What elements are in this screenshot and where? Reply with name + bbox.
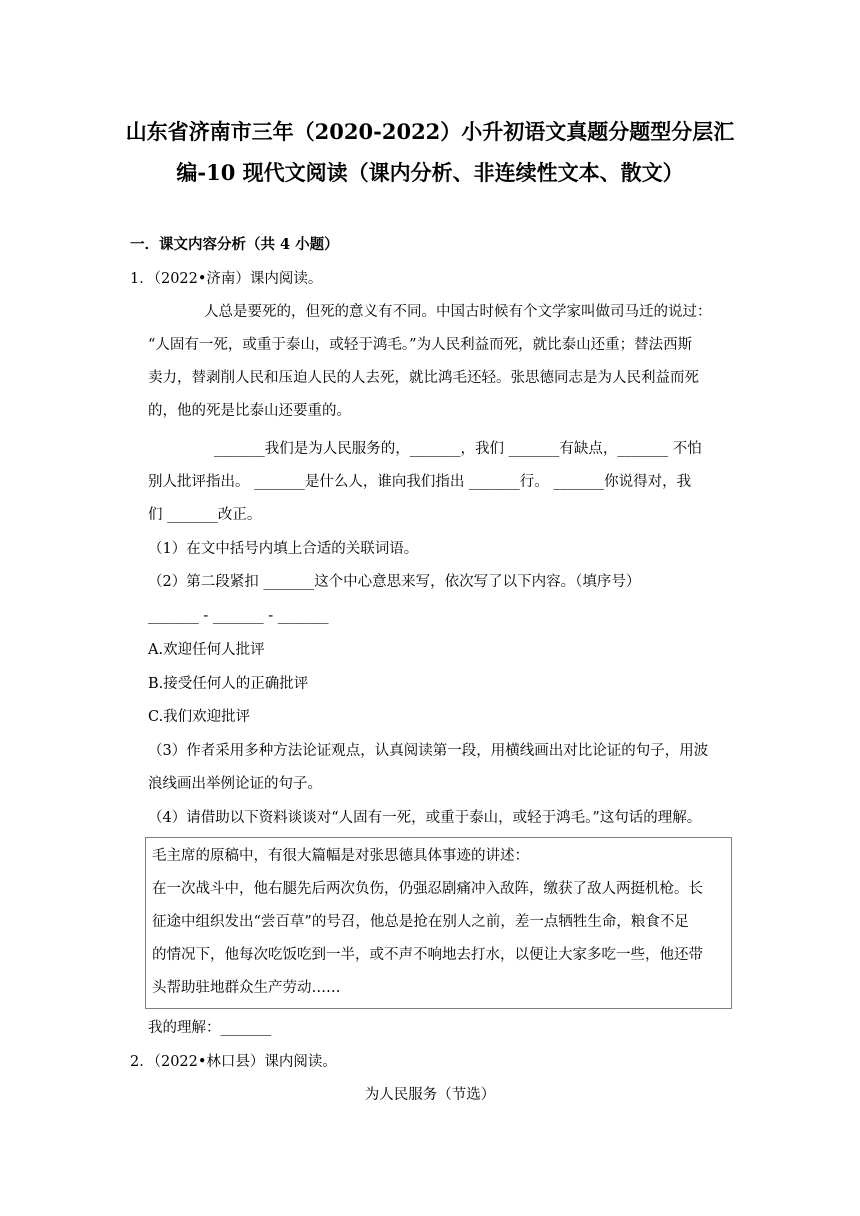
material-box-line: 征途中组织发出“尝百草”的号召，他总是抢在别人之前，差一点牺牲生命，粮食不足 [152,914,689,930]
q1-para1-line: 的，他的死是比泰山还要重的。 [148,403,351,419]
q1-sub3-line: （3）作者采用多种方法论证观点，认真阅读第一段，用横线画出对比论证的句子，用波 [148,743,709,759]
doc-title-line1: 山东省济南市三年（2020-2022）小升初语文真题分题型分层汇 [125,119,735,144]
material-box-line: 毛主席的原稿中，有很大篇幅是对张思德具体事迹的讲述： [152,848,529,864]
q1-sub2: （2）第二段紧扣 _______这个中心意思来写，依次写了以下内容。（填序号） [148,574,641,590]
q1-para2-line: _______我们是为人民服务的，_______，我们 _______有缺点，_______ 不怕 [214,441,702,457]
q1-option-c: C.我们欢迎批评 [148,709,251,725]
material-box-line: 在一次战斗中，他右腿先后两次负伤，仍强忍剧痛冲入敌阵，缴获了敌人两挺机枪。长 [152,881,703,897]
material-box-line: 的情况下，他每次吃饭吃到一半，或不声不响地去打水，以便让大家多吃一些，他还带 [152,947,703,963]
doc-title-line2: 编-10 现代文阅读（课内分析、非连续性文本、散文） [176,160,684,185]
section-heading: 一．课文内容分析（共 4 小题） [130,236,339,253]
q1-para2-line: 们 _______改正。 [148,507,262,523]
q1-heading: 1．（2022•济南）课内阅读。 [130,271,323,287]
q1-sub4: （4）请借助以下资料谈谈对“人固有一死，或重于泰山，或轻于鸿毛。”这句话的理解。 [148,810,702,826]
q1-sub3-line: 浪线画出举例论证的句子。 [148,776,322,792]
q1-option-b: B.接受任何人的正确批评 [148,676,309,692]
q1-answer-line: 我的理解：_______ [148,1020,272,1036]
q1-para1-line: “人固有一死，或重于泰山，或轻于鸿毛。”为人民利益而死，就比泰山还重；替法西斯 [148,337,693,353]
q2-passage-title: 为人民服务（节选） [364,1087,496,1103]
q1-para1-line: 卖力，替剥削人民和压迫人民的人去死，就比鸿毛还轻。张思德同志是为人民利益而死 [148,370,699,386]
q1-option-a: A.欢迎任何人批评 [148,642,265,658]
q1-sub1: （1）在文中括号内填上合适的关联词语。 [148,541,419,557]
q2-heading: 2．（2022•林口县）课内阅读。 [130,1054,337,1070]
q1-para2-line: 别人批评指出。 _______是什么人，谁向我们指出 _______行。 _______你说得对，我 [148,474,692,490]
material-box-line: 头帮助驻地群众生产劳动…… [152,980,341,996]
q1-para1-line: 人总是要死的，但死的意义有不同。中国古时候有个文学家叫做司马迁的说过： [204,304,712,320]
q1-sub2-blanks: _______ - _______ - _______ [148,608,329,624]
